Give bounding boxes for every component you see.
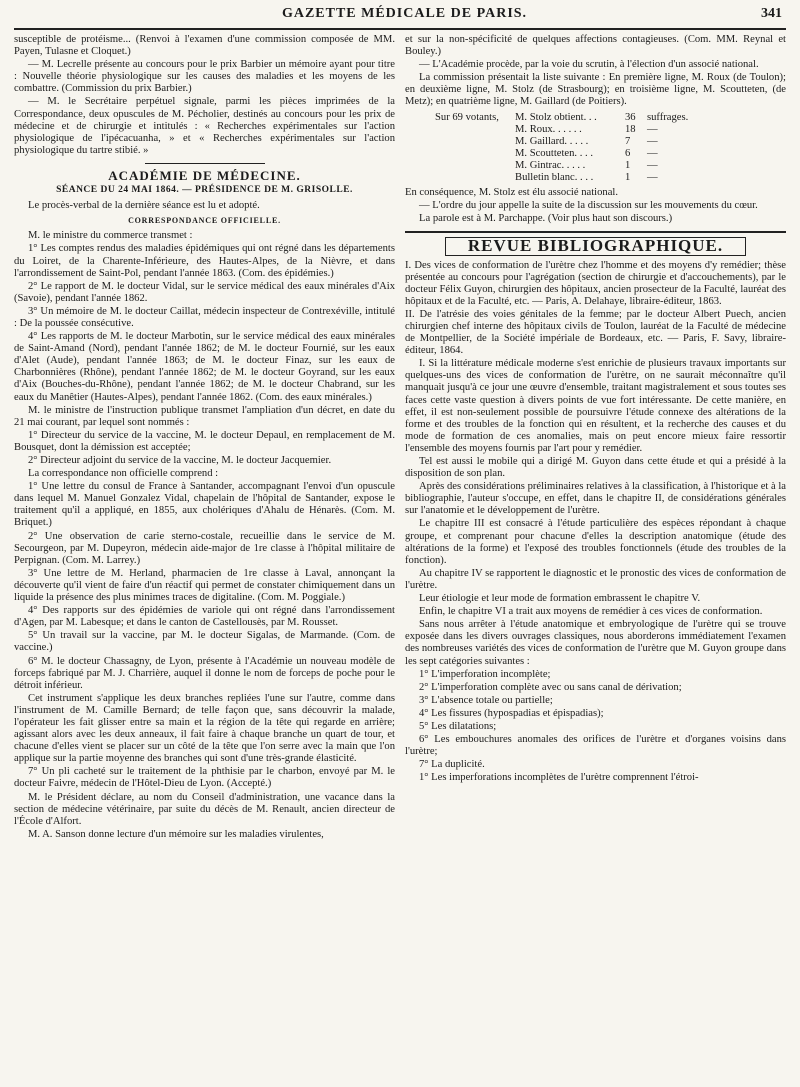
journal-title: GAZETTE MÉDICALE DE PARIS. — [281, 6, 528, 21]
vote-count: 6 — [625, 147, 631, 159]
paragraph: 1° Directeur du service de la vaccine, M. le docteur Depaul, en remplacement de M. Bousquet, dont la démission est acceptée; — [14, 429, 395, 453]
left-column — [14, 34, 395, 1084]
section-title: ACADÉMIE DE MÉDECINE. — [108, 167, 301, 183]
paragraph: La parole est à M. Parchappe. (Voir plus haut son discours.) — [419, 213, 673, 225]
vote-count: 18 — [625, 123, 636, 135]
vote-row — [435, 112, 786, 124]
paragraph: M. le ministre de l'instruction publique transmet l'ampliation d'un décret, en date du 21 mai courant, par lequel sont nommés : — [14, 404, 395, 428]
paragraph: Après des considérations préliminaires relatives à la classification, à l'historique et à la bibliographie, l'auteur s'occupe, en effet, dans le chapitre II, de considérations générales sur l'anatomie et le développement de l'urètre. — [405, 481, 786, 517]
vote-spacer — [435, 148, 515, 160]
list-item: 5° Les dilatations; — [419, 720, 497, 732]
bibliographic-reference: I. Des vices de conformation de l'urètre chez l'homme et des moyens d'y remédier; thèse présentée au concours pour l'agrégation (section de chirurgie et d'accouchements), par le docteur Félix Guyon, chirurgien des hôpitaux, ancien prosecteur de la Faculté, lauréat des hôpitaux et de la Faculté, etc. — Paris, A. Delahaye, libraire-éditeur, 1863. — [405, 259, 786, 307]
vote-row — [435, 124, 786, 136]
paragraph: — L'Académie procède, par la voie du scrutin, à l'élection d'un associé national. — [419, 59, 759, 71]
vote-table — [435, 112, 786, 185]
list-item: 2° L'imperforation complète avec ou sans canal de dérivation; — [419, 681, 682, 693]
paragraph: M. le ministre du commerce transmet : — [28, 230, 193, 242]
vote-row — [435, 136, 786, 148]
vote-row — [435, 148, 786, 160]
vote-count: 7 — [625, 135, 631, 147]
vote-unit: — — [647, 172, 658, 184]
separator-rule — [145, 163, 265, 164]
vote-count: 1 — [625, 159, 631, 171]
paragraph: 1° Les comptes rendus des maladies épidémiques qui ont régné dans les départements du Loiret, de la Charente-Inférieure, des Hautes-Alpes, de la Nièvre, et dans l'arrondissement de Saint-Pol, pendant l'année 1863. (Com. des épidémies.) — [14, 243, 395, 279]
list-item: 6° Les embouchures anomales des orifices de l'urètre et d'organes voisins dans l'urètre; — [405, 734, 786, 758]
paragraph: Enfin, le chapitre VI a trait aux moyens de remédier à ces vices de conformation. — [419, 606, 763, 618]
vote-name: M. Stolz obtient. . . — [515, 111, 597, 123]
vote-row — [435, 160, 786, 172]
vote-name: M. Gintrac. . . . . — [515, 159, 586, 171]
vote-name: M. Gaillard. . . . . — [515, 135, 589, 147]
right-column — [405, 34, 786, 1084]
list-item: 3° L'absence totale ou partielle; — [419, 694, 553, 706]
paragraph: 3° Une lettre de M. Herland, pharmacien de 1re classe à Laval, annonçant la découverte qu'il vient de faire d'un réactif qui permet de constater chimiquement dans un liquide la présence des plus minimes traces de digitaline. (Com. M. Poggiale.) — [14, 567, 395, 604]
vote-count: 1 — [625, 172, 631, 184]
list-item: 1° L'imperforation incomplète; — [419, 668, 551, 680]
paragraph: Le chapitre III est consacré à l'étude particulière des espèces répondant à chaque groupe, et comprenant pour chacune d'elles la description anatomique (étude des altérations de la forme) et l'exposé des troubles fonctionnels (étude des troubles de la fonction). — [405, 518, 786, 566]
paragraph: 7° Un pli cacheté sur le traitement de la phthisie par le charbon, envoyé par M. le docteur Faivre, médecin de l'Hôtel-Dieu de Lyon. (Accepté.) — [14, 766, 395, 790]
page-header — [14, 6, 786, 26]
paragraph: 4° Les rapports de M. le docteur Marbotin, sur le service médical des eaux minérales de Saint-Amand (Nord), pendant l'année 1862; de M. le docteur Fournié, sur les eaux d'Alet (Aude), pendant l'année 1863; de M. le docteur Finaz, sur les eaux de Charbonnières (Rhône), pendant l'année 1862; de M. le docteur Goyrand, sur les eaux d'Aix (Bouches-du-Rhône), pendant l'année 1862; de M. le docteur Chabrand, sur les eaux du Manêtier (Hautes-Alpes), pendant l'année 1862. (Com. des eaux minérales.) — [14, 331, 395, 403]
paragraph: 3° Un mémoire de M. le docteur Caillat, médecin inspecteur de Contrexéville, intitulé : De la poussée consécutive. — [14, 305, 395, 329]
vote-unit: — — [647, 147, 658, 159]
paragraph: M. le Président déclare, au nom du Conseil d'administration, une vacance dans la section de médecine vétérinaire, par suite du décès de M. Renault, ancien directeur de l'École d'Alfort. — [14, 791, 395, 827]
paragraph: La commission présentait la liste suivante : En première ligne, M. Roux (de Toulon); en deuxième ligne, M. Stolz (de Strasbourg); en troisième ligne, M. Scoutteten, (de Metz); en quatrième ligne, M. Gaillard (de Poitiers). — [405, 72, 786, 108]
paragraph: et sur la non-spécificité de quelques affections contagieuses. (Com. MM. Reynal et Bouley.) — [405, 34, 786, 58]
vote-unit: — — [647, 135, 658, 147]
vote-spacer — [435, 172, 515, 184]
paragraph: Le procès-verbal de la dernière séance est lu et adopté. — [28, 200, 260, 212]
vote-intro: Sur 69 votants, — [435, 111, 499, 123]
paragraph: 5° Un travail sur la vaccine, par M. le docteur Sigalas, de Marmande. (Com. de vaccine.) — [14, 630, 395, 654]
vote-spacer — [435, 124, 515, 136]
review-title: REVUE BIBLIOGRAPHIQUE. — [445, 237, 746, 255]
vote-name: M. Roux. . . . . . — [515, 123, 582, 135]
paragraph: En conséquence, M. Stolz est élu associé national. — [405, 187, 618, 199]
paragraph: Sans nous arrêter à l'étude anatomique et embryologique de l'urètre qui se trouve exposée dans les divers ouvrages classiques, nous aborderons immédiatement l'examen des nombreuses variétés des vices de conformation de l'urètre que M. Guyon groupe dans les sept catégories suivantes : — [405, 619, 786, 667]
vote-unit: — — [647, 159, 658, 171]
page-number: 341 — [761, 6, 782, 21]
vote-unit: — — [647, 123, 658, 135]
vote-count: 36 — [625, 111, 636, 123]
subsection-title: CORRESPONDANCE OFFICIELLE. — [128, 216, 281, 226]
vote-row — [435, 172, 786, 184]
vote-name: Bulletin blanc. . . . — [515, 172, 594, 184]
session-line: SÉANCE DU 24 MAI 1864. — PRÉSIDENCE DE M. GRISOLLE. — [56, 185, 353, 196]
paragraph: La correspondance non officielle comprend : — [28, 468, 219, 480]
paragraph: — L'ordre du jour appelle la suite de la discussion sur les mouvements du cœur. — [419, 200, 758, 212]
vote-spacer — [435, 160, 515, 172]
section-rule — [405, 231, 786, 233]
bibliographic-reference: II. De l'atrésie des voies génitales de la femme; par le docteur Albert Puech, ancien chirurgien chef interne des hôpitaux civils de Toulon, lauréat de la Faculté de médecine de Montpellier, de la Société impériale de Bordeaux, etc. — Paris, F. Savy, libraire-éditeur, 1864. — [405, 308, 786, 357]
paragraph: 4° Des rapports sur des épidémies de variole qui ont régné dans l'arrondissement d'Agen, par M. Labesque; et dans le canton de Castellousès, par M. Rousset. — [14, 605, 395, 629]
list-item: 4° Les fissures (hypospadias et épispadias); — [419, 707, 604, 719]
paragraph: susceptible de protéisme... (Renvoi à l'examen d'une commission composée de MM. Payen, Tulasne et Cloquet.) — [14, 34, 395, 58]
header-rule — [14, 28, 786, 30]
list-item: 7° La duplicité. — [419, 759, 485, 771]
paragraph: 1° Une lettre du consul de France à Santander, accompagnant l'envoi d'un opuscule dans lequel M. Manuel Gonzalez Vidal, chapelain de l'hôpital de Santander, expose le traitement qu'il a appliqué, en 1855, aux cholériques d'Ahalu de Hénarès. (Com. M. Briquet.) — [14, 481, 395, 529]
vote-spacer — [435, 136, 515, 148]
paragraph: 2° Directeur adjoint du service de la vaccine, M. le docteur Jacquemier. — [28, 455, 332, 466]
vote-name: M. Scoutteten. . . . — [515, 147, 593, 159]
paragraph: Cet instrument s'applique les deux branches repliées l'une sur l'autre, comme dans l'instrument de M. Camille Bernard; de telle façon que, sans découvrir la malade, l'opérateur les fait glisser entre sa main et la région de la tête qui regarde en arrière; agissant alors avec les deux anneaux, il fait faire à chaque branche un quart de tour, et chacune d'elles vient se placer sur un côté de la tête que l'on serre avec la main que l'on applique sur la partie moyenne des branches qui sont d'une très-grande élasticité. — [14, 692, 395, 765]
paragraph: M. A. Sanson donne lecture d'un mémoire sur les maladies virulentes, — [28, 828, 324, 840]
paragraph: 6° M. le docteur Chassagny, de Lyon, présente à l'Académie un nouveau modèle de forceps fabriqué par M. J. Charrière, auquel il donne le nom de forceps de poche pour le détroit inférieur. — [14, 655, 395, 691]
paragraph: I. Si la littérature médicale moderne s'est enrichie de plusieurs travaux importants sur quelques-uns des vices de conformation de l'urètre, on ne saurait méconnaître qu'il manquait jusqu'à ce jour une œuvre d'ensemble, traitant magistralement et sous toutes ses faces cette vaste question à divers points de vue fort intéressante. De cette manière, en effet, il est non-seulement possible de poursuivre l'étude connexe des altérations de la forme et des troubles de la fonction qui en résultent, et la recherche des causes et du mode de formation de ces anomalies, mais on peut encore mieux faire ressortir l'ensemble des moyens fournis par l'art pour y remédier. — [405, 358, 786, 454]
paragraph: Au chapitre IV se rapportent le diagnostic et le pronostic des vices de conformation de l'urètre. — [405, 567, 786, 591]
paragraph: — M. le Secrétaire perpétuel signale, parmi les pièces imprimées de la Correspondance, deux opuscules de M. Pécholier, destinés au concours pour les prix de médecine et de chirurgie et intitulés : « Recherches expérimentales sur l'action physiologique de l'ipécacuanha, » et « Recherches expérimentales sur l'action physiologique du tartre stibié. » — [14, 96, 395, 156]
paragraph: 2° Le rapport de M. le docteur Vidal, sur le service médical des eaux minérales d'Aix (Savoie), pendant l'année 1862. — [14, 280, 395, 304]
paragraph: 2° Une observation de carie sterno-costale, recueillie dans le service de M. Secourgeon, par M. Dupeyron, médecin aide-major de 1re classe à l'hôpital militaire de Perpignan. (Com. M. Larrey.) — [14, 530, 395, 566]
vote-unit: suffrages. — [647, 111, 689, 123]
columns — [14, 34, 786, 1084]
paragraph: 1° Les imperforations incomplètes de l'urètre comprennent l'étroi- — [419, 772, 699, 784]
paragraph: Leur étiologie et leur mode de formation embrassent le chapitre V. — [419, 593, 701, 605]
paragraph: Tel est aussi le mobile qui a dirigé M. Guyon dans cette étude et qui a présidé à la disposition de son plan. — [405, 456, 786, 480]
paragraph: — M. Lecrelle présente au concours pour le prix Barbier un mémoire ayant pour titre : Nouvelle théorie physiologique sur les causes des maladies et les moyens de les combattre. (Commission du prix Barbier.) — [14, 59, 395, 95]
